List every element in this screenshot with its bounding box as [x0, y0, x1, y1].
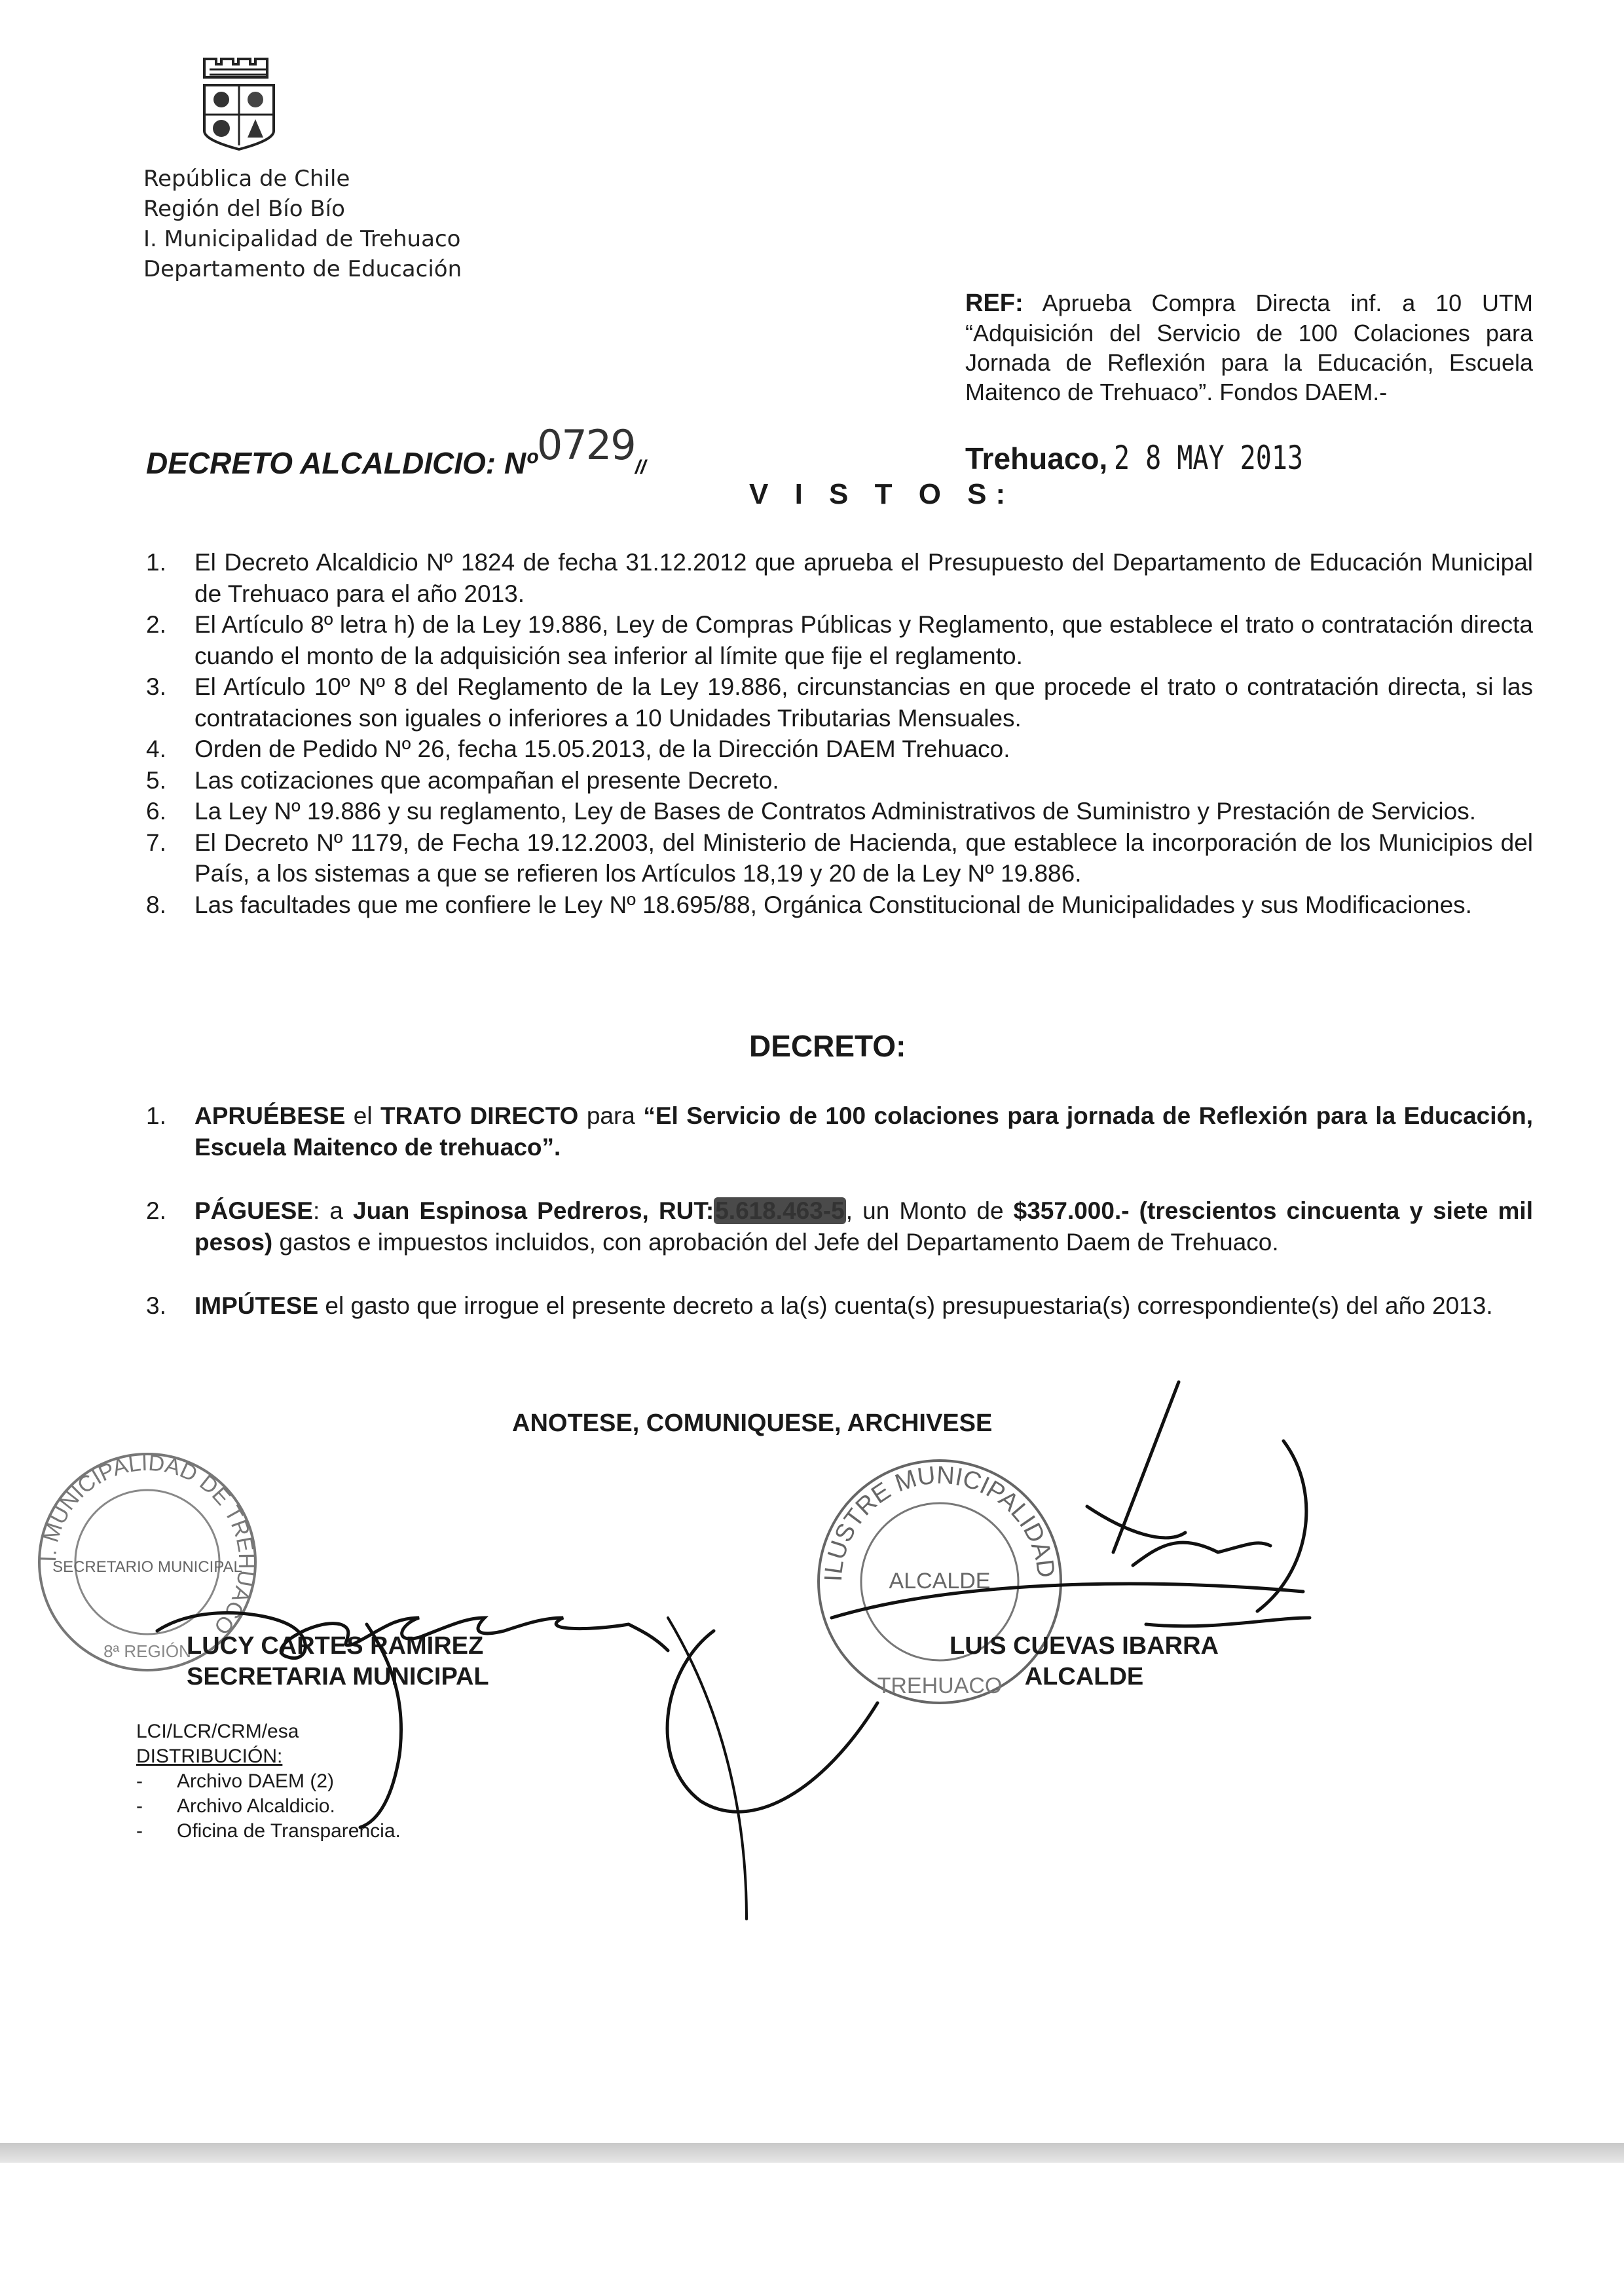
signer-name: LUCY CARTES RAMIREZ [187, 1632, 484, 1660]
distribution-item: - Oficina de Transparencia. [136, 1819, 401, 1844]
signer-title: SECRETARIA MUNICIPAL [187, 1663, 489, 1690]
vistos-heading: V I S T O S: [749, 478, 1015, 510]
redacted-rut: 5.618.463-5 [715, 1197, 845, 1224]
header-line: Región del Bío Bío [143, 196, 345, 222]
closing-formula: ANOTESE, COMUNIQUESE, ARCHIVESE [512, 1409, 993, 1437]
list-item: 3. El Artículo 10º Nº 8 del Reglamento de la Ley 19.886, circunstancias en que procede el trato o contratación directa, si las contrataciones son iguales o inferiores a 10 Unidades Tributarias Mensuales. [146, 673, 1533, 732]
text: el [345, 1102, 381, 1129]
amount: $357.000.- (trescientos cincuenta y siete mil pesos) [194, 1197, 1533, 1256]
header-line: Departamento de Educación [143, 256, 462, 282]
issuer-header [143, 164, 462, 284]
distribution-block [136, 1719, 401, 1844]
stamp-center-text: ALCALDE [889, 1569, 991, 1594]
signature-block-mayor [950, 1631, 1219, 1692]
item-text: El Artículo 8º letra h) de la Ley 19.886, Ley de Compras Públicas y Reglamento, que establece el trato o contratación directa cuando el monto de la adquisición sea inferior al límite que fije el reglamento. [194, 611, 1533, 669]
item-text: La Ley Nº 19.886 y su reglamento, Ley de Bases de Contratos Administrativos de Suministro y Prestación de Servicios. [194, 798, 1477, 825]
list-item: 5. Las cotizaciones que acompañan el presente Decreto. [146, 766, 779, 794]
mayor-signature-tail [668, 1618, 747, 1919]
date-stamp: 2 8 MAY 2013 [1114, 439, 1304, 477]
verb: APRUÉBESE [194, 1102, 346, 1129]
initials: LCI/LCR/CRM/esa [136, 1721, 299, 1742]
item-text: Las facultades que me confiere le Ley Nº 18.695/88, Orgánica Constitucional de Municipalidades y sus Modificaciones. [194, 891, 1472, 918]
verb: IMPÚTESE [194, 1292, 319, 1319]
header-line: I. Municipalidad de Trehuaco [143, 226, 461, 252]
svg-text:I. MUNICIPALIDAD DE TREHUACO [36, 1451, 259, 1639]
text: gastos e impuestos incluidos, con aprobación del Jefe del Departamento Daem de Trehuaco. [272, 1228, 1279, 1256]
text: “El Servicio de 100 colaciones para jornada de Reflexión para la Educación, Escuela Maitenco de trehuaco”. [194, 1102, 1533, 1161]
stamp-ring-text: I. MUNICIPALIDAD DE TREHUACO [35, 1450, 259, 1639]
stamp-bottom-text: TREHUACO [877, 1673, 1003, 1698]
place-date: Trehuaco, 2 8 MAY 2013 [965, 439, 1304, 477]
signer-name: LUIS CUEVAS IBARRA [950, 1632, 1219, 1660]
distribution-item: - Archivo Alcaldicio. [136, 1794, 401, 1819]
list-item: 4. Orden de Pedido Nº 26, fecha 15.05.2013, de la Dirección DAEM Trehuaco. [146, 736, 1010, 762]
vistos-list [146, 547, 1533, 920]
list-item: 1. APRUÉBESE el TRATO DIRECTO para “El Servicio de 100 colaciones para jornada de Reflexión para la Educación, Escuela Maitenco de trehuaco”. [146, 1102, 1533, 1161]
stamp-center-text: SECRETARIO MUNICIPAL [52, 1558, 242, 1576]
scan-edge [0, 2143, 1624, 2163]
item-text: El Decreto Nº 1179, de Fecha 19.12.2003, del Ministerio de Hacienda, que establece la incorporación de los Municipios del País, a los sistemas a que se refieren los Artículos 18,19 y 20 de la Ley Nº 19.886. [194, 829, 1533, 887]
distribution-item: - Archivo DAEM (2) [136, 1769, 401, 1794]
stamp-ring-text: ILUSTRE MUNICIPALIDAD [819, 1461, 1060, 1582]
text: el gasto que irrogue el presente decreto a la(s) cuenta(s) presupuestaria(s) correspondiente(s) del año 2013. [318, 1292, 1493, 1319]
reference-block [965, 288, 1533, 407]
decree-number-handwritten: 0729 [536, 421, 635, 469]
list-item: 8. Las facultades que me confiere le Ley Nº 18.695/88, Orgánica Constitucional de Municipalidades y sus Modificaciones. [146, 891, 1472, 918]
text: para [578, 1102, 644, 1129]
text: TRATO DIRECTO [380, 1102, 579, 1129]
payee: Juan Espinosa Pedreros, RUT: [353, 1197, 714, 1224]
text: : a [312, 1197, 354, 1224]
list-item: 2. El Artículo 8º letra h) de la Ley 19.886, Ley de Compras Públicas y Reglamento, que establece el trato o contratación directa cuando el monto de la adquisición sea inferior al límite que fije el reglamento. [146, 611, 1533, 669]
item-text: El Artículo 10º Nº 8 del Reglamento de la Ley 19.886, circunstancias en que procede el trato o contratación directa, si las contrataciones son iguales o inferiores a 10 Unidades Tributarias Mensuales. [194, 673, 1533, 732]
svg-text:ILUSTRE MUNICIPALIDAD [820, 1462, 1060, 1582]
item-text: El Decreto Alcaldicio Nº 1824 de fecha 31.12.2012 que aprueba el Presupuesto del Departamento de Educación Municipal de Trehuaco para el año 2013. [194, 549, 1533, 607]
decreto-list [146, 1100, 1533, 1354]
item-text: Las cotizaciones que acompañan el presente Decreto. [194, 766, 779, 794]
list-item: 7. El Decreto Nº 1179, de Fecha 19.12.2003, del Ministerio de Hacienda, que establece la incorporación de los Municipios del País, a los sistemas a que se refieren los Artículos 18,19 y 20 de la Ley Nº 19.886. [146, 829, 1533, 887]
ref-label: REF: [965, 289, 1024, 317]
distribution-title: DISTRIBUCIÓN: [136, 1745, 283, 1767]
place: Trehuaco [965, 441, 1099, 476]
header-line: República de Chile [143, 166, 350, 192]
municipal-crest-logo [196, 54, 282, 152]
list-item: 1. El Decreto Alcaldicio Nº 1824 de fecha 31.12.2012 que aprueba el Presupuesto del Departamento de Educación Municipal de Trehuaco para el año 2013. [146, 549, 1533, 607]
mayor-signature-main [1087, 1382, 1310, 1626]
signature-block-secretary [187, 1631, 489, 1692]
stamp-bottom-text: 8ª REGIÓN [103, 1641, 191, 1661]
signer-title: ALCALDE [1024, 1663, 1144, 1690]
decree-label: DECRETO ALCALDICIO: Nº [146, 446, 537, 480]
list-item: 6. La Ley Nº 19.886 y su reglamento, Ley de Bases de Contratos Administrativos de Suministro y Prestación de Servicios. [146, 798, 1477, 825]
decree-suffix: // [635, 457, 646, 478]
decreto-heading: DECRETO: [749, 1029, 906, 1063]
ref-text: Aprueba Compra Directa inf. a 10 UTM “Adquisición del Servicio de 100 Colaciones para Jornada de Reflexión para la Educación, Escuela Maitenco de Trehuaco”. Fondos DAEM.- [965, 289, 1533, 405]
verb: PÁGUESE [194, 1197, 313, 1224]
item-text: Orden de Pedido Nº 26, fecha 15.05.2013, de la Dirección DAEM Trehuaco. [194, 736, 1010, 762]
list-item: 2. PÁGUESE: a Juan Espinosa Pedreros, RUT:5.618.463-5, un Monto de $357.000.- (trescientos cincuenta y siete mil pesos) gastos e impuestos incluidos, con aprobación del Jefe del Departamento Daem de Trehuaco. [146, 1197, 1533, 1256]
decree-number [146, 421, 646, 483]
list-item: 3. IMPÚTESE el gasto que irrogue el presente decreto a la(s) cuenta(s) presupuestaria(s) correspondiente(s) del año 2013. [146, 1292, 1493, 1319]
text: , un Monto de [845, 1197, 1014, 1224]
